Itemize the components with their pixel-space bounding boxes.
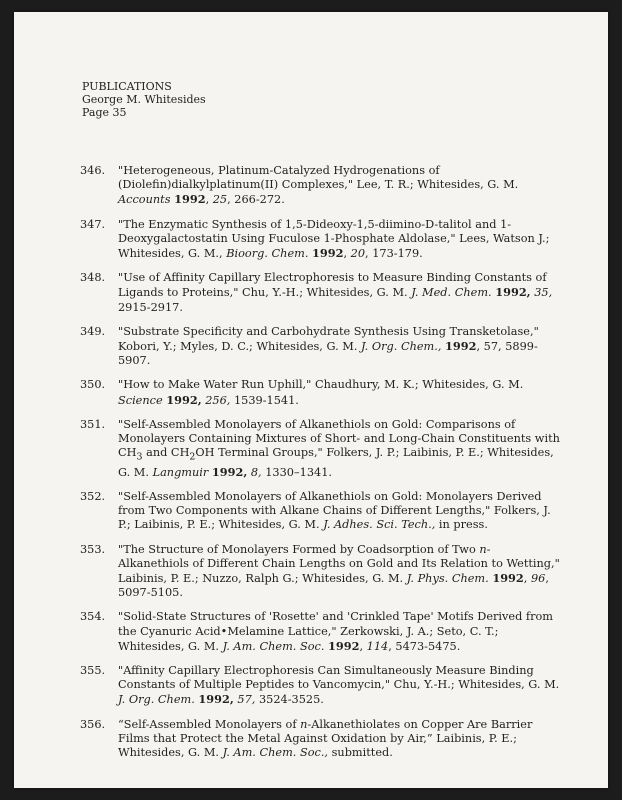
citation-fragment: "Solid-State Structures of 'Rosette' and 'Crinkled Tape' Motifs Derived from the Cyanuric Acid•Melamine Lattice," Zerkowski, J. A.; Seto, C. T.; Whitesides, G. M. (118, 610, 554, 653)
citation-fragment: 96 (530, 571, 546, 585)
citation-fragment: J. Org. Chem. (118, 693, 195, 707)
citation-fragment: "Self-Assembled Monolayers of Alkanethiols on Gold: Comparisons of Monolayers Containing Mixtures of Short- and Long-Chain Constituents with CH (118, 417, 560, 460)
citation-fragment: , (523, 571, 531, 585)
entry-citation (118, 164, 518, 206)
citation-fragment: , 266-272. (227, 193, 285, 207)
citation-fragment: 57, (237, 693, 256, 707)
citation-fragment: 35, (534, 286, 553, 300)
citation-fragment: 1992, (495, 285, 531, 300)
citation-fragment: J. Phys. Chem. (406, 571, 489, 585)
citation-fragment: -Alkanethiols of Different Chain Lengths on Gold and Its Relation to Wetting," Laibinis, P. E.; Nuzzo, Ralph G.; Whitesides, G. M. (118, 542, 560, 585)
entry-citation (118, 418, 560, 479)
citation-fragment: , 5473-5475. (388, 639, 461, 653)
citation-fragment: Science (118, 393, 163, 407)
entry-citation (118, 271, 552, 313)
citation-fragment: 20 (350, 247, 366, 261)
entry-number: 351. (80, 417, 106, 431)
citation-fragment: , (359, 639, 367, 653)
citation-fragment: Bioorg. Chem. (226, 247, 309, 261)
entry-number: 353. (80, 542, 106, 556)
citation-fragment: 8, (250, 465, 262, 479)
citation-fragment: 1992 (174, 192, 206, 207)
header-page-number: Page 35 (82, 106, 127, 119)
citation-fragment: , 173-179. (365, 247, 423, 261)
publication-list (80, 164, 560, 770)
entry-citation (118, 378, 523, 406)
citation-fragment: 1330–1341. (261, 465, 332, 479)
citation-fragment: 1992, (198, 692, 234, 707)
entry-number: 352. (80, 489, 106, 503)
entry-number: 349. (80, 324, 106, 338)
publication-entry (80, 378, 560, 407)
entry-number: 356. (80, 717, 106, 731)
citation-fragment: Accounts (118, 193, 171, 207)
publication-entry (80, 543, 560, 601)
citation-fragment: 1992 (328, 638, 360, 653)
citation-fragment: "Affinity Capillary Electrophoresis Can Simultaneously Measure Binding Constants of Multiple Peptides to Vancomycin," Chu, Y.-H.; Whitesides, G. M. (118, 663, 560, 692)
entry-number: 354. (80, 610, 106, 624)
entry-number: 355. (80, 663, 106, 677)
citation-fragment: 1992 (312, 246, 344, 261)
citation-fragment: 1992, (211, 464, 248, 479)
publication-entry (80, 718, 560, 761)
entry-citation (118, 664, 559, 706)
entry-citation (118, 325, 539, 367)
citation-fragment: , (205, 193, 213, 207)
header-title: PUBLICATIONS (82, 80, 172, 93)
entry-number: 350. (80, 378, 106, 392)
entry-number: 348. (80, 271, 106, 285)
publication-entry (80, 664, 560, 708)
citation-fragment: , (343, 247, 351, 261)
publication-entry (80, 490, 560, 533)
entry-citation (118, 543, 560, 600)
citation-fragment: 25 (212, 193, 228, 207)
publication-entry (80, 325, 560, 369)
citation-fragment: in press. (435, 518, 488, 532)
entry-citation (118, 490, 551, 531)
citation-fragment: 2915-2917. (118, 300, 183, 314)
entry-number: 346. (80, 164, 106, 177)
citation-fragment: Langmuir (152, 465, 209, 479)
citation-fragment: "Self-Assembled Monolayers of Alkanethiols on Gold: Monolayers Derived from Two Components with Alkane Chains of Different Lengths," Folkers, J. P.; Laibinis, P. E.; Whitesides, G. M. (118, 489, 551, 532)
citation-fragment: "How to Make Water Run Uphill," Chaudhury, M. K.; Whitesides, G. M. (118, 378, 524, 392)
citation-fragment: J. Am. Chem. Soc. (222, 639, 325, 653)
citation-fragment: 2 (189, 451, 196, 463)
citation-fragment: "Substrate Specificity and Carbohydrate Synthesis Using Transketolase," Kobori, Y.; Myles, D. C.; Whitesides, G. M. (118, 324, 539, 354)
citation-fragment: "Heterogeneous, Platinum-Catalyzed Hydrogenations of (Diolefin)dialkylplatinum(II) Complexes," Lee, T. R.; Whitesides, G. M. (118, 164, 519, 192)
entry-citation (118, 218, 549, 260)
citation-fragment: J. Adhes. Sci. Tech., (323, 518, 436, 532)
citation-fragment: J. Am. Chem. Soc., (222, 745, 329, 759)
citation-fragment: "Use of Affinity Capillary Electrophoresis to Measure Binding Constants of Ligands to Proteins," Chu, Y.-H.; Whitesides, G. M. (118, 271, 547, 300)
citation-fragment: 256, (205, 393, 231, 407)
citation-fragment: , 5097-5105. (118, 571, 549, 600)
publication-entry (80, 218, 560, 262)
citation-fragment: 114 (366, 639, 389, 653)
citation-fragment: and CH (142, 446, 190, 460)
entry-citation (118, 610, 553, 652)
publication-entry (80, 271, 560, 315)
citation-fragment: “Self-Assembled Monolayers of (118, 717, 301, 731)
publication-entry (80, 418, 560, 480)
document-page (14, 12, 608, 788)
entry-number: 347. (80, 217, 106, 231)
citation-fragment: 1992 (445, 339, 477, 354)
citation-fragment: OH Terminal Groups," Folkers, J. P.; Laibinis, P. E.; Whitesides, G. M. (118, 446, 554, 479)
citation-fragment: 3 (136, 451, 143, 463)
citation-fragment: 1992, (166, 392, 202, 407)
citation-fragment: submitted. (328, 745, 393, 759)
citation-fragment: n (300, 717, 308, 731)
citation-fragment: 1539-1541. (230, 393, 299, 407)
citation-fragment: , 57, 5899-5907. (118, 340, 538, 368)
citation-fragment: 3524-3525. (255, 693, 324, 707)
citation-fragment: -Alkanethiolates on Copper Are Barrier Films that Protect the Metal Against Oxidation by Air,” Laibinis, P. E.; Whitesides, G. M. (118, 717, 533, 759)
page-header (82, 80, 206, 119)
citation-fragment: "The Structure of Monolayers Formed by Coadsorption of Two (118, 542, 480, 556)
header-author: George M. Whitesides (82, 93, 206, 106)
citation-fragment: n (479, 542, 487, 556)
publication-entry (80, 610, 560, 654)
citation-fragment: "The Enzymatic Synthesis of 1,5-Dideoxy-1,5-diimino-D-talitol and 1-Deoxygalactostatin Using Fuculose 1-Phosphate Aldolase," Lees, Watson J.; Whitesides, G. M., (118, 217, 550, 261)
citation-fragment: J. Med. Chem. (411, 286, 492, 300)
citation-fragment: 1992 (492, 570, 524, 585)
publication-entry (80, 164, 560, 208)
citation-fragment: J. Org. Chem., (361, 340, 442, 354)
entry-citation (118, 718, 532, 759)
